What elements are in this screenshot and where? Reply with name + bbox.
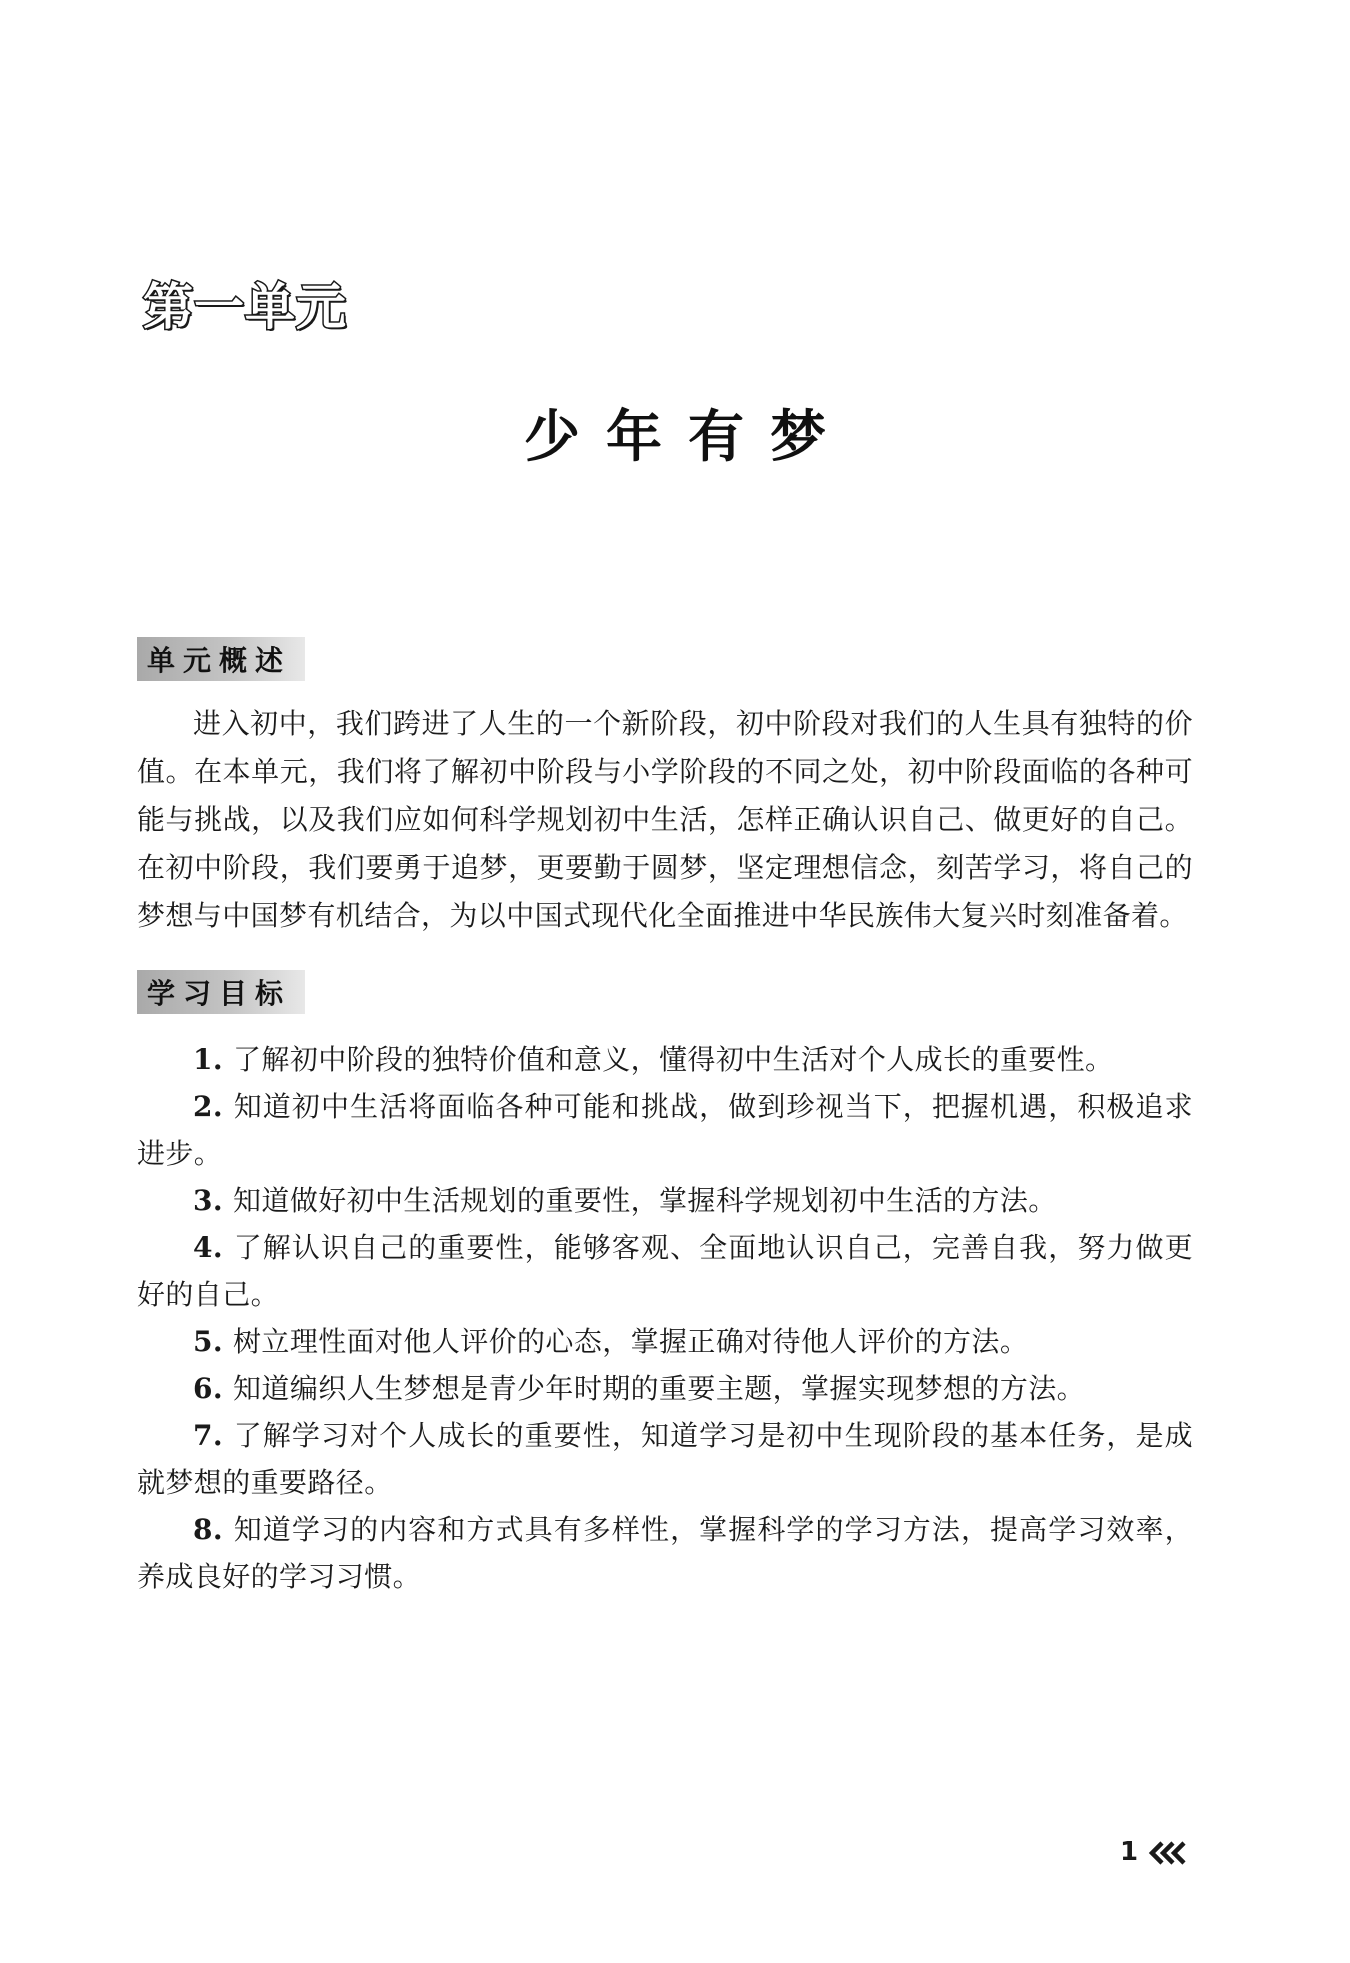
goal-item [137, 1224, 1193, 1318]
goal-text: 了解认识自己的重要性，能够客观、全面地认识自己，完善自我，努力做更好的自己。 [137, 1231, 1193, 1311]
goal-number: 7. [193, 1419, 224, 1452]
unit-title: 少年有梦 [524, 405, 852, 470]
goal-text: 知道做好初中生活规划的重要性，掌握科学规划初中生活的方法。 [233, 1184, 1057, 1217]
goal-item [137, 1412, 1193, 1506]
goal-number: 6. [193, 1372, 224, 1405]
goal-item [137, 1083, 1193, 1177]
section-heading-goals-label: 学习目标 [147, 977, 292, 1010]
goal-text: 树立理性面对他人评价的心态，掌握正确对待他人评价的方法。 [233, 1325, 1029, 1358]
section-heading-overview-label: 单元概述 [147, 644, 292, 677]
goal-item [137, 1036, 1193, 1083]
overview-paragraph: 进入初中，我们跨进了人生的一个新阶段，初中阶段对我们的人生具有独特的价值。在本单元，我们将了解初中阶段与小学阶段的不同之处，初中阶段面临的各种可能与挑战，以及我们应如何科学规划初中生活，怎样正确认识自己、做更好的自己。在初中阶段，我们要勇于追梦，更要勤于圆梦，坚定理想信念，刻苦学习，将自己的梦想与中国梦有机结合，为以中国式现代化全面推进中华民族伟大复兴时刻准备着。 [137, 707, 1193, 932]
goal-text: 了解初中阶段的独特价值和意义，懂得初中生活对个人成长的重要性。 [233, 1043, 1114, 1076]
goal-item [137, 1365, 1193, 1412]
goal-text: 知道学习的内容和方式具有多样性，掌握科学的学习方法，提高学习效率，养成良好的学习习惯。 [137, 1513, 1193, 1593]
goal-number: 8. [193, 1513, 224, 1546]
goal-item [137, 1506, 1193, 1600]
goal-number: 5. [193, 1325, 224, 1358]
goal-text: 知道初中生活将面临各种可能和挑战，做到珍视当下，把握机遇，积极追求进步。 [137, 1090, 1193, 1170]
goal-item [137, 1318, 1193, 1365]
goal-text: 知道编织人生梦想是青少年时期的重要主题，掌握实现梦想的方法。 [233, 1372, 1086, 1405]
goal-number: 2. [193, 1090, 224, 1123]
goal-item [137, 1177, 1193, 1224]
goal-text: 了解学习对个人成长的重要性，知道学习是初中生现阶段的基本任务，是成就梦想的重要路径。 [137, 1419, 1193, 1499]
goals-list [137, 1036, 1193, 1600]
goal-number: 4. [193, 1231, 224, 1264]
section-heading-goals [137, 970, 305, 1014]
unit-label: 第一单元 [143, 278, 347, 336]
goal-number: 3. [193, 1184, 224, 1217]
double-chevron-left-icon [1148, 1840, 1188, 1866]
goal-number: 1. [193, 1043, 224, 1076]
section-heading-overview [137, 637, 305, 681]
page-number: 1 [1120, 1837, 1139, 1867]
